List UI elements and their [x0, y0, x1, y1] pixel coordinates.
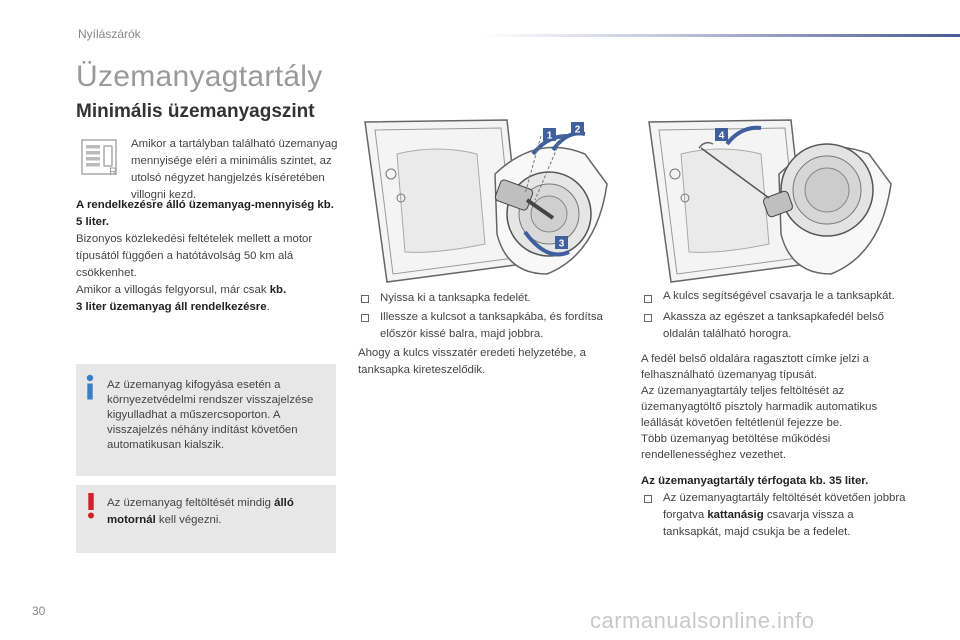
instruction-bullet: Akassza az egészet a tanksapkafedél belső oldalán található horogra.	[641, 309, 906, 343]
warning-text: Az üzemanyag feltöltését mindig álló motornál kell végezni.	[107, 497, 294, 526]
exclamation-icon	[84, 493, 98, 519]
instruction-bullet: A kulcs segítségével csavarja le a tanksapkát.	[641, 290, 906, 303]
instruction-bullet: Illessze a kulcsot a tanksapkába, és fordítsa először kissé balra, majd jobbra.	[358, 309, 620, 343]
reserve-amount: A rendelkezésre álló üzemanyag-mennyiség kb. 5 liter.	[76, 199, 334, 228]
overfill-paragraph: Több üzemanyag betöltése működési rendellenességhez vezethet.	[641, 433, 831, 461]
right-column	[641, 290, 906, 541]
unlock-paragraph: Ahogy a kulcs visszatér eredeti helyzetébe, a tanksapka kireteszelődik.	[358, 347, 586, 376]
fill-paragraph: Az üzemanyagtartály teljes feltöltését az üzemanyagtöltő pisztoly harmadik automatikus leállását követően feltétlenül fejezze be.	[641, 385, 878, 429]
intro-paragraph: Amikor a tartályban található üzemanyag mennyisége eléri a minimális szintet, az utolsó négyzet hangjelzés kíséretében villogni kezd.	[131, 138, 338, 201]
info-text: Az üzemanyag kifogyása esetén a környezetvédelmi rendszer visszajelzése kigyulladhat a műszercsoporton. A visszajelzés néhány indítást követően automatikusan kialszik.	[107, 379, 314, 451]
fuel-cap-unlock-illustration	[357, 114, 617, 286]
range-paragraph: Bizonyos közlekedési feltételek mellett a motor típusától függően a hatótávolság 50 km alá csökkenhet.	[76, 233, 313, 279]
fuel-gauge-icon	[80, 138, 122, 178]
instruction-bullet: Nyissa ki a tanksapka fedelét.	[358, 290, 620, 307]
step-label-1: 1	[546, 130, 553, 142]
svg-text:R: R	[109, 166, 117, 178]
left-body	[76, 197, 338, 316]
fuel-cap-removed-illustration	[641, 114, 901, 286]
watermark: carmanualsonline.info	[590, 608, 815, 633]
step-label-4: 4	[718, 130, 725, 142]
warning-box	[76, 485, 336, 553]
middle-column	[358, 290, 620, 379]
blink-paragraph: Amikor a villogás felgyorsul, már csak kb. 3 liter üzemanyag áll rendelkezésre.	[76, 284, 287, 313]
instruction-bullet: Az üzemanyagtartály feltöltését követően jobbra forgatva kattanásig csavarja vissza a tanksapkát, majd csukja be a fedelet.	[641, 490, 906, 541]
header-bar	[480, 34, 960, 37]
section-subtitle: Minimális üzemanyagszint	[76, 101, 315, 122]
step-label-2: 2	[574, 124, 581, 136]
capacity-line: Az üzemanyagtartály térfogata kb. 35 liter.	[641, 475, 869, 487]
info-box	[76, 364, 336, 476]
label-paragraph: A fedél belső oldalára ragasztott címke jelzi a felhasználható üzemanyag típusát.	[641, 353, 869, 381]
page-number: 30	[32, 604, 46, 618]
page-title: Üzemanyagtartály	[76, 60, 323, 93]
section-label: Nyílászárók	[78, 27, 141, 41]
info-icon	[83, 374, 97, 400]
step-label-3: 3	[558, 238, 565, 250]
